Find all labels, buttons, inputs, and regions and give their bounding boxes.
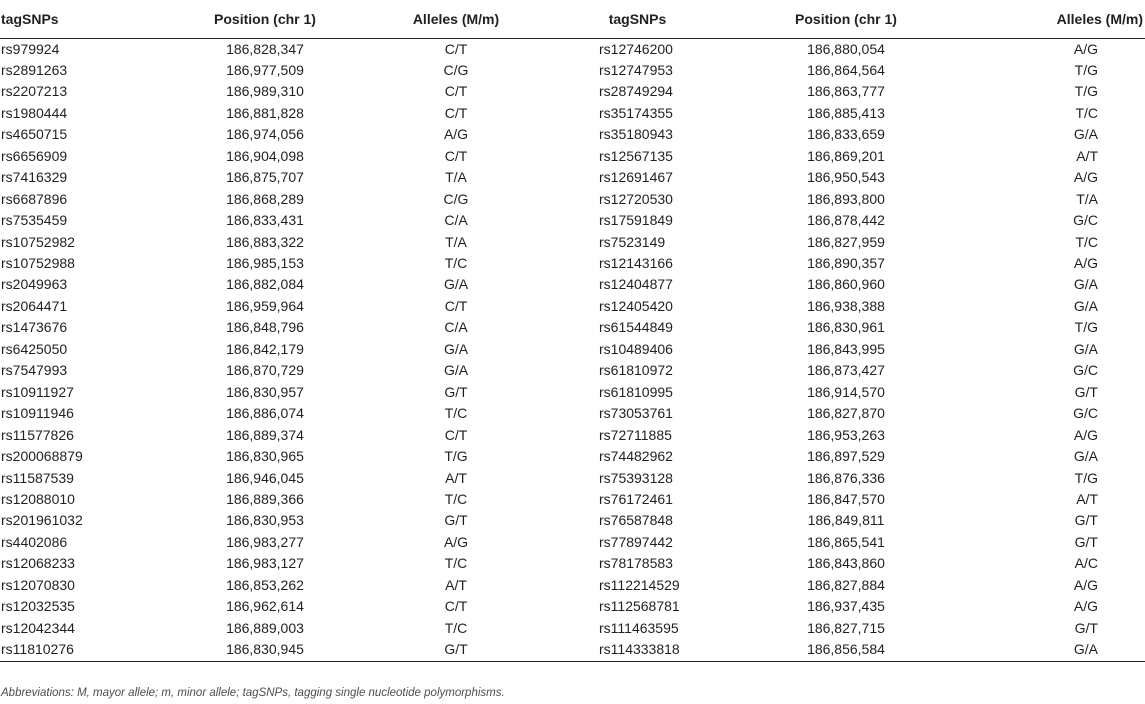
cell-tagsnp-left: rs201961032 (1, 512, 83, 529)
cell-alleles-right: G/C (1073, 405, 1098, 422)
cell-alleles-left: T/A (445, 233, 467, 250)
table-row (0, 296, 1145, 317)
cell-position-right: 186,860,960 (807, 276, 885, 293)
cell-position-left: 186,830,957 (226, 383, 304, 400)
cell-alleles-left: C/G (443, 190, 469, 207)
cell-alleles-left: C/T (444, 40, 468, 57)
table-row (0, 489, 1145, 510)
table-row (0, 639, 1145, 661)
cell-alleles-left: C/A (444, 212, 468, 229)
cell-alleles-left: T/C (444, 619, 468, 636)
cell-alleles-right: A/G (1073, 169, 1098, 186)
cell-alleles-right: A/G (1073, 576, 1098, 593)
cell-tagsnp-right: rs12567135 (599, 147, 673, 164)
cell-tagsnp-right: rs61810995 (599, 383, 673, 400)
table-row (0, 596, 1145, 617)
header-row (0, 0, 1145, 38)
cell-position-left: 186,886,074 (226, 405, 304, 422)
cell-position-right: 186,863,777 (807, 83, 885, 100)
cell-position-left: 186,983,127 (226, 555, 304, 572)
cell-alleles-left: C/T (444, 83, 468, 100)
cell-position-left: 186,830,953 (226, 512, 304, 529)
header-alleles-right: Alleles (M/m) (969, 0, 1145, 38)
cell-tagsnp-right: rs12143166 (599, 255, 673, 272)
cell-position-left: 186,853,262 (226, 576, 304, 593)
table-row (0, 618, 1145, 639)
cell-alleles-right: A/G (1073, 426, 1098, 443)
cell-alleles-right: A/G (1073, 40, 1098, 57)
cell-tagsnp-right: rs76172461 (599, 491, 673, 508)
cell-alleles-right: A/T (1076, 491, 1098, 508)
table-row (0, 60, 1145, 81)
cell-alleles-right: A/G (1073, 255, 1098, 272)
cell-tagsnp-left: rs6656909 (1, 147, 68, 164)
cell-alleles-left: A/G (443, 126, 469, 143)
cell-position-left: 186,985,153 (226, 255, 304, 272)
cell-tagsnp-right: rs12720530 (599, 190, 673, 207)
table-header (0, 0, 1145, 38)
cell-position-right: 186,880,054 (807, 40, 885, 57)
cell-tagsnp-left: rs12032535 (1, 598, 75, 615)
cell-alleles-left: T/G (444, 448, 468, 465)
cell-alleles-right: T/G (1074, 61, 1098, 78)
cell-tagsnp-left: rs12068233 (1, 555, 75, 572)
cell-alleles-right: G/T (1074, 619, 1098, 636)
cell-position-right: 186,865,541 (807, 533, 885, 550)
cell-alleles-right: G/A (1073, 126, 1098, 143)
cell-position-right: 186,878,442 (807, 212, 885, 229)
header-position-right: Position (chr 1) (723, 0, 969, 38)
cell-alleles-right: T/G (1074, 469, 1098, 486)
cell-tagsnp-right: rs10489406 (599, 340, 673, 357)
cell-position-right: 186,827,959 (807, 233, 885, 250)
table-row (0, 317, 1145, 338)
cell-position-left: 186,882,084 (226, 276, 304, 293)
cell-alleles-left: G/T (360, 639, 552, 661)
cell-alleles-left: A/G (443, 533, 469, 550)
cell-alleles-right: T/A (1076, 190, 1098, 207)
cell-position-right: 186,953,263 (807, 426, 885, 443)
header-tagsnps-right: tagSNPs (552, 0, 723, 38)
cell-alleles-left: T/C (444, 255, 468, 272)
table-row (0, 210, 1145, 231)
table-row (0, 468, 1145, 489)
cell-position-left: 186,870,729 (226, 362, 304, 379)
cell-alleles-left: G/T (444, 512, 468, 529)
table-row (0, 403, 1145, 424)
cell-alleles-right: G/A (1073, 276, 1098, 293)
cell-alleles-left: G/T (444, 383, 468, 400)
cell-tagsnp-left: rs2891263 (1, 61, 68, 78)
cell-tagsnp-right: rs12405420 (599, 297, 673, 314)
cell-position-right: 186,950,543 (807, 169, 885, 186)
cell-alleles-right: A/C (1074, 555, 1098, 572)
header-position-left: Position (chr 1) (170, 0, 360, 38)
cell-alleles-right: G/T (1074, 383, 1098, 400)
cell-tagsnp-left: rs979924 (1, 40, 60, 57)
cell-alleles-right: G/A (1073, 340, 1098, 357)
table-row (0, 81, 1145, 102)
cell-tagsnp-left: rs6425050 (1, 340, 68, 357)
cell-tagsnp-left: rs10911927 (1, 383, 74, 400)
cell-position-left: 186,868,289 (226, 190, 304, 207)
cell-position-left: 186,830,945 (170, 639, 360, 661)
cell-position-right: 186,843,860 (807, 555, 885, 572)
cell-tagsnp-right: rs35174355 (599, 104, 673, 121)
cell-alleles-left: T/C (444, 405, 468, 422)
cell-position-right: 186,897,529 (807, 448, 885, 465)
cell-position-right: 186,843,995 (807, 340, 885, 357)
cell-tagsnp-left: rs7416329 (1, 169, 68, 186)
table-row (0, 339, 1145, 360)
cell-alleles-right: T/G (1074, 83, 1098, 100)
cell-alleles-left: A/T (445, 469, 467, 486)
cell-tagsnp-right: rs12404877 (599, 276, 673, 293)
cell-alleles-left: C/T (444, 598, 468, 615)
cell-tagsnp-right: rs74482962 (599, 448, 673, 465)
cell-tagsnp-right: rs75393128 (599, 469, 673, 486)
cell-tagsnp-right: rs12691467 (599, 169, 673, 186)
cell-tagsnp-right: rs76587848 (599, 512, 673, 529)
cell-position-left: 186,875,707 (226, 169, 304, 186)
cell-alleles-left: C/T (444, 104, 468, 121)
cell-alleles-right: G/A (1073, 297, 1098, 314)
table-row (0, 146, 1145, 167)
cell-tagsnp-right: rs111463595 (599, 619, 679, 636)
cell-position-left: 186,889,366 (226, 491, 304, 508)
cell-position-left: 186,842,179 (226, 340, 304, 357)
cell-alleles-right: A/G (1073, 598, 1098, 615)
cell-tagsnp-left: rs1473676 (1, 319, 68, 336)
cell-tagsnp-right: rs28749294 (599, 83, 673, 100)
cell-alleles-left: T/C (444, 555, 468, 572)
cell-tagsnp-left: rs12070830 (1, 576, 75, 593)
cell-tagsnp-right: rs114333818 (552, 639, 723, 661)
cell-position-left: 186,889,374 (226, 426, 304, 443)
cell-position-left: 186,904,098 (226, 147, 304, 164)
cell-tagsnp-left: rs11577826 (1, 426, 74, 443)
cell-position-left: 186,833,431 (226, 212, 304, 229)
table-row (0, 532, 1145, 553)
cell-tagsnp-right: rs61810972 (599, 362, 673, 379)
cell-alleles-left: G/A (443, 362, 469, 379)
cell-tagsnp-left: rs4402086 (1, 533, 68, 550)
table-row (0, 510, 1145, 531)
table-row (0, 189, 1145, 210)
cell-alleles-right: G/C (1073, 362, 1098, 379)
table-row (0, 232, 1145, 253)
cell-tagsnp-left: rs10911946 (1, 405, 74, 422)
table-row (0, 553, 1145, 574)
header-tagsnps-left: tagSNPs (0, 0, 170, 38)
cell-tagsnp-left: rs2049963 (1, 276, 68, 293)
cell-tagsnp-left: rs7547993 (1, 362, 68, 379)
cell-position-right: 186,830,961 (807, 319, 885, 336)
cell-position-right: 186,890,357 (807, 255, 885, 272)
cell-alleles-left: C/T (444, 147, 468, 164)
cell-position-left: 186,983,277 (226, 533, 304, 550)
cell-position-left: 186,989,310 (226, 83, 304, 100)
cell-tagsnp-left: rs1980444 (1, 104, 68, 121)
cell-position-left: 186,974,056 (226, 126, 304, 143)
cell-alleles-right: A/T (1076, 147, 1098, 164)
cell-tagsnp-right: rs112214529 (599, 576, 680, 593)
table-row (0, 575, 1145, 596)
cell-position-left: 186,830,965 (226, 448, 304, 465)
cell-alleles-left: G/A (443, 340, 469, 357)
cell-tagsnp-left: rs200068879 (1, 448, 83, 465)
cell-tagsnp-left: rs6687896 (1, 190, 68, 207)
table-row (0, 124, 1145, 145)
cell-tagsnp-left: rs12088010 (1, 491, 75, 508)
table-row (0, 103, 1145, 124)
cell-position-right: 186,937,435 (807, 598, 885, 615)
cell-position-left: 186,828,347 (226, 40, 304, 57)
cell-position-left: 186,959,964 (226, 297, 304, 314)
cell-alleles-right: G/T (1074, 533, 1098, 550)
cell-position-right: 186,864,564 (807, 61, 885, 78)
cell-tagsnp-left: rs7535459 (1, 212, 68, 229)
cell-alleles-right: G/A (1073, 448, 1098, 465)
table-row (0, 360, 1145, 381)
cell-tagsnp-right: rs7523149 (599, 233, 666, 250)
cell-tagsnp-left: rs11810276 (0, 639, 170, 661)
cell-position-right: 186,914,570 (807, 383, 885, 400)
cell-alleles-left: T/C (444, 491, 468, 508)
cell-position-right: 186,885,413 (807, 104, 885, 121)
cell-tagsnp-right: rs72711885 (599, 426, 672, 443)
cell-position-left: 186,962,614 (226, 598, 304, 615)
cell-position-left: 186,946,045 (226, 469, 304, 486)
cell-alleles-right: T/G (1074, 319, 1098, 336)
cell-position-left: 186,889,003 (226, 619, 304, 636)
cell-position-right: 186,856,584 (723, 639, 969, 661)
cell-position-right: 186,873,427 (807, 362, 885, 379)
cell-position-right: 186,938,388 (807, 297, 885, 314)
cell-position-right: 186,827,884 (807, 576, 885, 593)
cell-tagsnp-right: rs61544849 (599, 319, 673, 336)
table-row (0, 446, 1145, 467)
cell-tagsnp-right: rs73053761 (599, 405, 673, 422)
cell-alleles-left: C/T (444, 426, 468, 443)
cell-alleles-right: G/A (969, 639, 1145, 661)
cell-position-left: 186,883,322 (226, 233, 304, 250)
cell-tagsnp-right: rs78178583 (599, 555, 673, 572)
cell-alleles-left: C/A (444, 319, 468, 336)
cell-tagsnp-left: rs2064471 (1, 297, 68, 314)
table-footnote: Abbreviations: M, mayor allele; m, minor allele; tagSNPs, tagging single nucleotide polymorphisms. (1, 687, 505, 699)
cell-tagsnp-left: rs12042344 (1, 619, 75, 636)
cell-alleles-left: C/G (443, 61, 469, 78)
table-row (0, 425, 1145, 446)
cell-position-right: 186,827,715 (807, 619, 885, 636)
cell-position-right: 186,876,336 (807, 469, 885, 486)
cell-position-right: 186,849,811 (807, 512, 885, 529)
table-row (0, 38, 1145, 60)
cell-position-right: 186,833,659 (807, 126, 885, 143)
cell-position-right: 186,893,800 (807, 190, 885, 207)
cell-position-right: 186,847,570 (807, 491, 885, 508)
cell-alleles-left: C/T (444, 297, 468, 314)
cell-tagsnp-left: rs11587539 (1, 469, 74, 486)
cell-position-right: 186,869,201 (807, 147, 885, 164)
cell-alleles-right: G/T (1074, 512, 1098, 529)
cell-tagsnp-left: rs4650715 (1, 126, 68, 143)
cell-alleles-left: T/A (445, 169, 467, 186)
table-row (0, 253, 1145, 274)
cell-alleles-right: T/C (1075, 104, 1098, 121)
cell-position-left: 186,881,828 (226, 104, 304, 121)
cell-tagsnp-right: rs35180943 (599, 126, 673, 143)
table-body (0, 38, 1145, 661)
table-row (0, 167, 1145, 188)
cell-alleles-right: G/C (1073, 212, 1098, 229)
cell-position-left: 186,848,796 (226, 319, 304, 336)
cell-tagsnp-left: rs10752982 (1, 233, 75, 250)
cell-tagsnp-right: rs12746200 (599, 40, 673, 57)
cell-tagsnp-right: rs77897442 (599, 533, 673, 550)
cell-tagsnp-right: rs12747953 (599, 61, 673, 78)
cell-position-left: 186,977,509 (226, 61, 304, 78)
cell-alleles-left: A/T (445, 576, 467, 593)
cell-tagsnp-right: rs17591849 (599, 212, 673, 229)
cell-alleles-right: T/C (1075, 233, 1098, 250)
table-row (0, 274, 1145, 295)
cell-tagsnp-left: rs2207213 (1, 83, 68, 100)
cell-alleles-left: G/A (443, 276, 469, 293)
header-alleles-left: Alleles (M/m) (360, 0, 552, 38)
cell-tagsnp-left: rs10752988 (1, 255, 75, 272)
cell-tagsnp-right: rs112568781 (599, 598, 680, 615)
cell-position-right: 186,827,870 (807, 405, 885, 422)
table-row (0, 382, 1145, 403)
